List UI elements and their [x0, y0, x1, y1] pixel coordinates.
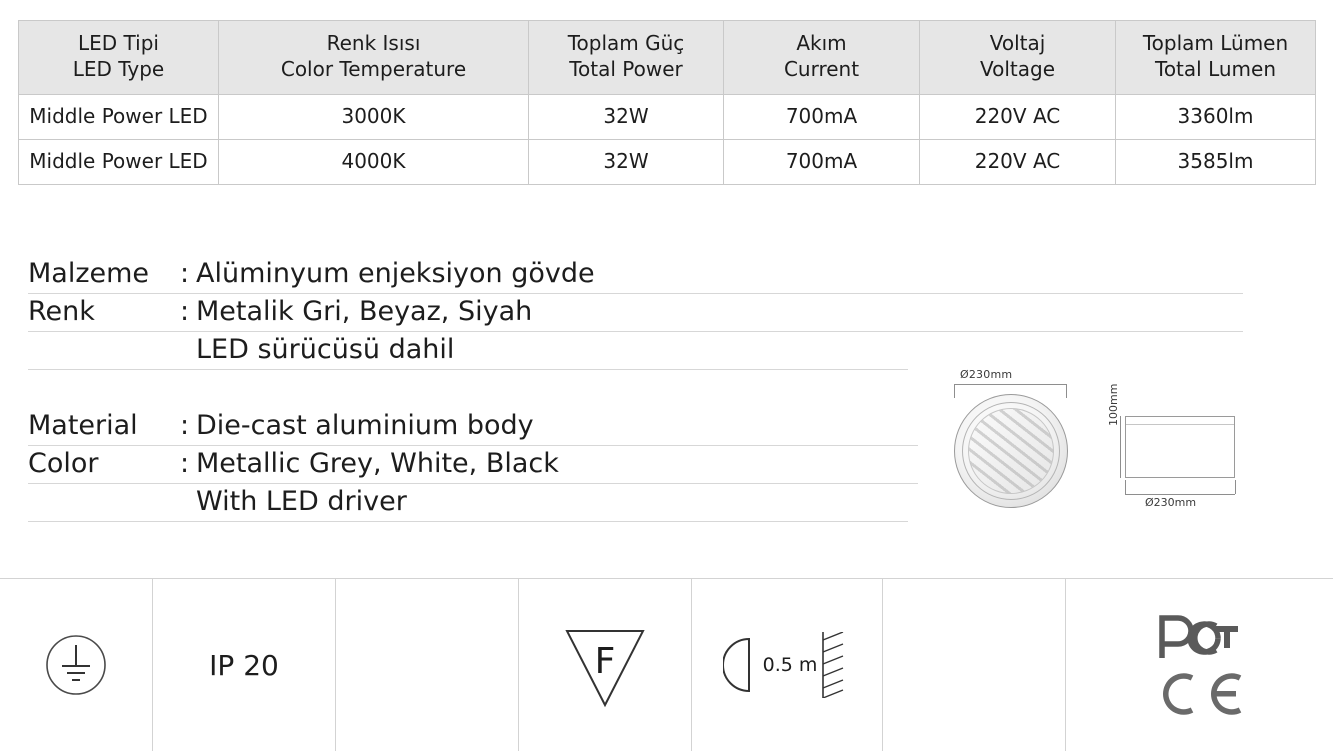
cell-led-type: Middle Power LED	[19, 95, 219, 140]
fixture-side-topline	[1126, 424, 1234, 425]
fixture-front-view	[954, 394, 1068, 508]
description-turkish	[28, 255, 1268, 369]
dimension-tick-bottom-left	[1125, 480, 1126, 494]
color-colon-en: :	[180, 448, 190, 479]
color-value-tr: Metalik Gri, Beyaz, Siyah	[196, 296, 533, 327]
column-header-color-temperature	[219, 21, 529, 95]
table-row	[19, 95, 1316, 140]
dimension-line-top	[954, 384, 1066, 385]
symbol-cell-ip-rating	[153, 579, 336, 751]
earth-ground-icon	[36, 625, 116, 705]
cell-color-temperature: 3000K	[219, 95, 529, 140]
color-value-en: Metallic Grey, White, Black	[196, 448, 559, 479]
symbol-cell-f-mark	[519, 579, 692, 751]
symbol-cell-empty-2	[883, 579, 1066, 751]
header-line-en: Total Lumen	[1155, 56, 1276, 81]
dimension-line-side	[1120, 416, 1121, 478]
material-colon-en: :	[180, 410, 190, 441]
dimension-tick-right	[1066, 384, 1067, 398]
dimension-label-height: 100mm	[1107, 383, 1120, 426]
header-line-tr: Renk Isısı	[326, 31, 421, 55]
cell-total-power: 32W	[529, 95, 724, 140]
column-header-led-type	[19, 21, 219, 95]
cell-current: 700mA	[724, 140, 920, 185]
driver-row-tr	[28, 331, 1268, 369]
cell-color-temperature: 4000K	[219, 140, 529, 185]
column-header-total-lumen	[1116, 21, 1316, 95]
fixture-ring-inner	[968, 408, 1054, 494]
led-specification-table	[18, 20, 1316, 185]
half-disc-icon	[723, 635, 763, 695]
header-line-tr: LED Tipi	[78, 31, 159, 55]
cell-voltage: 220V AC	[920, 95, 1116, 140]
color-row-tr	[28, 293, 1268, 331]
color-label-tr: Renk	[28, 296, 95, 327]
symbol-cell-certifications	[1066, 579, 1333, 751]
dimension-label-diameter-bottom: Ø230mm	[1145, 496, 1197, 509]
minimum-distance-label: 0.5 m	[762, 654, 818, 676]
technical-drawing-group	[940, 368, 1260, 533]
dimension-tick-left	[954, 384, 955, 398]
material-value-tr: Alüminyum enjeksiyon gövde	[196, 258, 595, 289]
header-line-en: Current	[783, 56, 860, 81]
table-header-row	[19, 21, 1316, 95]
material-label-tr: Malzeme	[28, 258, 150, 289]
dimension-label-diameter-top: Ø230mm	[960, 368, 1013, 381]
cell-total-lumen: 3360lm	[1116, 95, 1316, 140]
cell-current: 700mA	[724, 95, 920, 140]
material-value-en: Die-cast aluminium body	[196, 410, 534, 441]
header-line-tr: Akım	[796, 31, 847, 55]
cell-led-type: Middle Power LED	[19, 140, 219, 185]
header-line-en: LED Type	[72, 56, 165, 81]
header-line-en: Color Temperature	[280, 56, 467, 81]
driver-value-en: With LED driver	[196, 486, 407, 517]
header-line-tr: Toplam Lümen	[1142, 31, 1289, 55]
surface-hatch-icon	[817, 632, 851, 698]
color-colon-tr: :	[180, 296, 190, 327]
desc-rule	[28, 521, 908, 522]
header-line-tr: Voltaj	[989, 31, 1046, 55]
material-colon-tr: :	[180, 258, 190, 289]
fixture-side-view	[1125, 416, 1235, 478]
material-row-tr	[28, 255, 1268, 293]
svg-text:F: F	[594, 641, 616, 682]
symbol-cell-empty-1	[336, 579, 519, 751]
symbol-cell-earth	[0, 579, 153, 751]
color-label-en: Color	[28, 448, 99, 479]
header-line-en: Voltage	[979, 56, 1056, 81]
certification-stack	[1154, 614, 1246, 716]
rst-eac-mark-icon	[1156, 614, 1244, 660]
column-header-voltage	[920, 21, 1116, 95]
header-line-en: Total Power	[569, 56, 683, 81]
symbol-legend-bar	[0, 578, 1333, 751]
material-label-en: Material	[28, 410, 138, 441]
cell-voltage: 220V AC	[920, 140, 1116, 185]
symbol-cell-min-distance	[692, 579, 883, 751]
column-header-total-power	[529, 21, 724, 95]
table-row	[19, 140, 1316, 185]
column-header-current	[724, 21, 920, 95]
driver-value-tr: LED sürücüsü dahil	[196, 334, 455, 365]
dimension-line-bottom	[1125, 494, 1235, 495]
cell-total-power: 32W	[529, 140, 724, 185]
dimension-tick-bottom-right	[1235, 480, 1236, 494]
fixture-hatch-pattern	[968, 408, 1054, 494]
header-line-tr: Toplam Güç	[567, 31, 685, 55]
cell-total-lumen: 3585lm	[1116, 140, 1316, 185]
ip-rating-label: IP 20	[209, 648, 279, 682]
f-mark-icon	[555, 617, 655, 713]
ce-mark-icon	[1154, 672, 1246, 716]
desc-rule	[28, 369, 908, 370]
